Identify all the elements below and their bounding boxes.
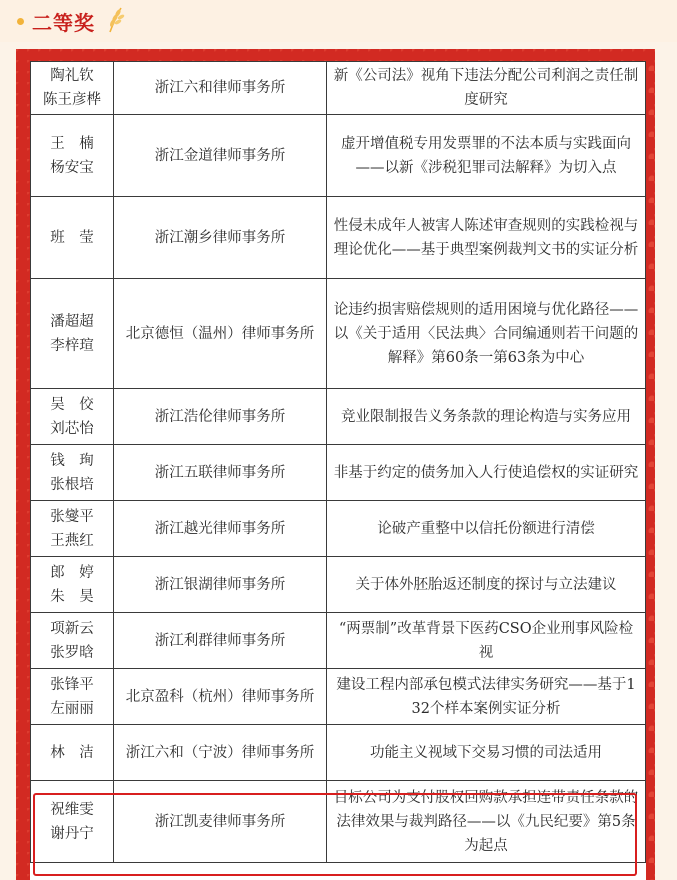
author-names-cell xyxy=(31,501,114,557)
author-name: 杨安宝 xyxy=(50,159,94,176)
author-name: 朱 昊 xyxy=(50,588,94,605)
law-firm-cell: 浙江六和（宁波）律师事务所 xyxy=(114,725,327,781)
section-title: 二等奖 xyxy=(32,11,95,35)
award-table xyxy=(30,61,646,880)
author-names-cell xyxy=(31,197,114,279)
wheat-icon xyxy=(104,6,126,34)
table-row xyxy=(31,389,646,445)
author-names-cell xyxy=(31,557,114,613)
paper-title-cell: 目标公司为支付股权回购款承担连带责任条款的法律效果与裁判路径——以《九民纪要》第5条为起点 xyxy=(327,781,646,863)
table-row xyxy=(31,197,646,279)
paper-title-cell: 虚开增值税专用发票罪的不法本质与实践面向——以新《涉税犯罪司法解释》为切入点 xyxy=(327,115,646,197)
law-firm-cell: 北京盈科（杭州）律师事务所 xyxy=(114,669,327,725)
paper-title-cell: 性侵未成年人被害人陈述审查规则的实践检视与理论优化——基于典型案例裁判文书的实证分析 xyxy=(327,197,646,279)
author-name: 陈王彦桦 xyxy=(43,92,101,108)
author-name: 张锋平 xyxy=(50,676,94,693)
bullet-dot-icon xyxy=(17,18,24,25)
author-names-cell xyxy=(31,781,114,863)
paper-title-cell: 非基于约定的债务加入人行使追偿权的实证研究 xyxy=(327,445,646,501)
law-firm-cell: 浙江金道律师事务所 xyxy=(114,115,327,197)
author-name: 李梓瑄 xyxy=(50,337,94,354)
paper-title-cell: 论破产重整中以信托份额进行清偿 xyxy=(327,501,646,557)
author-name: 陶礼钦 xyxy=(50,68,94,84)
table-row xyxy=(31,115,646,197)
author-name: 左丽丽 xyxy=(50,700,94,717)
law-firm-cell: 浙江银湖律师事务所 xyxy=(114,557,327,613)
law-firm-cell: 浙江越光律师事务所 xyxy=(114,501,327,557)
law-firm-cell: 浙江五联律师事务所 xyxy=(114,445,327,501)
author-name: 刘芯怡 xyxy=(50,420,94,437)
paper-title-cell: 功能主义视域下交易习惯的司法适用 xyxy=(327,725,646,781)
paper-title-cell: “两票制”改革背景下医药CSO企业刑事风险检视 xyxy=(327,613,646,669)
author-name: 班 莹 xyxy=(50,229,94,246)
author-name: 钱 珣 xyxy=(50,452,94,469)
paper-title-cell: 关于体外胚胎返还制度的探讨与立法建议 xyxy=(327,557,646,613)
author-name: 祝维雯 xyxy=(50,801,94,818)
author-names-cell xyxy=(31,669,114,725)
author-names-cell xyxy=(31,389,114,445)
author-names-cell xyxy=(31,62,114,115)
paper-title-cell: 竞业限制报告义务条款的理论构造与实务应用 xyxy=(327,389,646,445)
table-row xyxy=(31,613,646,669)
law-firm-cell: 浙江六和律师事务所 xyxy=(114,62,327,115)
author-name: 张燮平 xyxy=(50,508,94,525)
author-names-cell xyxy=(31,613,114,669)
table-row xyxy=(31,279,646,389)
author-name: 吴 佼 xyxy=(50,396,94,413)
author-name: 潘超超 xyxy=(50,313,94,330)
table-row xyxy=(31,781,646,863)
section-header xyxy=(0,0,677,42)
table-row xyxy=(31,725,646,781)
paper-title-cell: 建设工程内部承包模式法律实务研究——基于132个样本案例实证分析 xyxy=(327,669,646,725)
author-name: 林 洁 xyxy=(50,744,94,761)
law-firm-cell: 浙江凯麦律师事务所 xyxy=(114,781,327,863)
author-name: 张根培 xyxy=(50,476,94,493)
paper-title-cell: 论违约损害赔偿规则的适用困境与优化路径——以《关于适用〈民法典〉合同编通则若干问题的解释》第60条一第63条为中心 xyxy=(327,279,646,389)
table-row xyxy=(31,445,646,501)
author-names-cell xyxy=(31,445,114,501)
law-firm-cell: 浙江潮乡律师事务所 xyxy=(114,197,327,279)
table-row xyxy=(31,62,646,115)
author-name: 张罗晗 xyxy=(50,644,94,661)
author-names-cell xyxy=(31,115,114,197)
author-name: 王 楠 xyxy=(50,135,94,152)
author-names-cell xyxy=(31,279,114,389)
table-row xyxy=(31,669,646,725)
law-firm-cell: 北京德恒（温州）律师事务所 xyxy=(114,279,327,389)
author-names-cell xyxy=(31,725,114,781)
table-row xyxy=(31,557,646,613)
author-name: 项新云 xyxy=(50,620,94,637)
table-row xyxy=(31,501,646,557)
author-name: 郎 婷 xyxy=(50,564,94,581)
author-name: 王燕红 xyxy=(50,532,94,549)
paper-title-cell: 新《公司法》视角下违法分配公司利润之责任制度研究 xyxy=(327,62,646,115)
law-firm-cell: 浙江利群律师事务所 xyxy=(114,613,327,669)
author-name: 谢丹宁 xyxy=(50,825,94,842)
law-firm-cell: 浙江浩伦律师事务所 xyxy=(114,389,327,445)
